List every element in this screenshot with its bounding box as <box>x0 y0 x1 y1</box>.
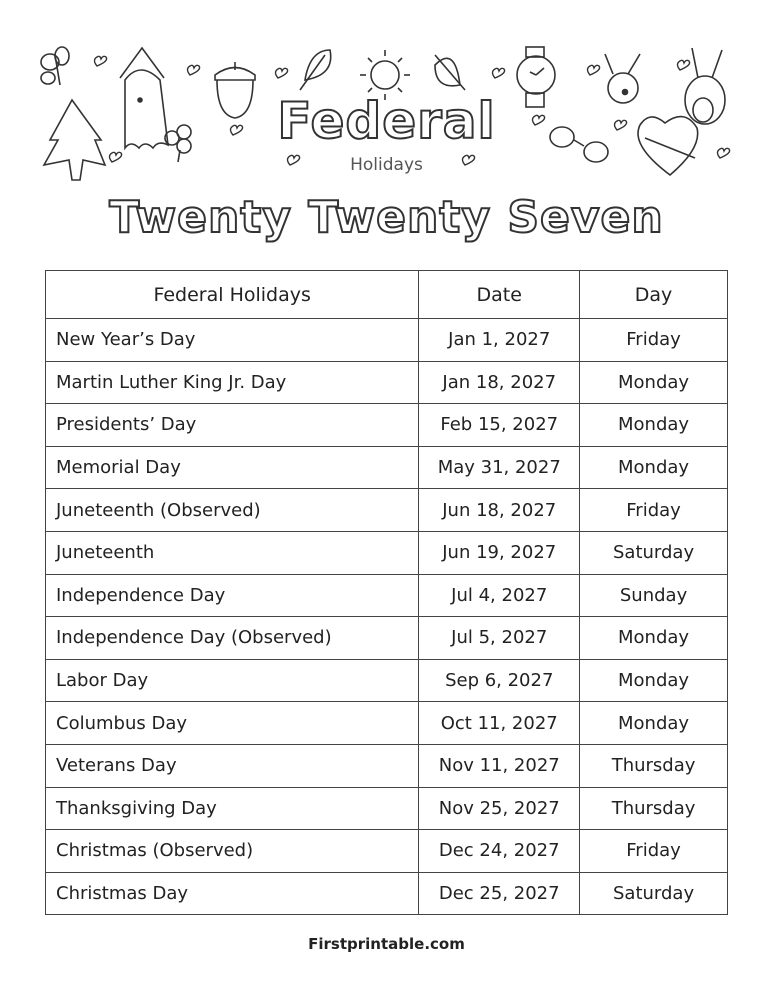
holiday-name: Presidents’ Day <box>46 404 419 447</box>
holiday-date: Dec 24, 2027 <box>419 830 580 873</box>
butterfly-icon <box>41 47 69 85</box>
column-header-day: Day <box>580 271 728 319</box>
holiday-name: Juneteenth <box>46 531 419 574</box>
holiday-day: Thursday <box>580 787 728 830</box>
table-row <box>46 830 728 873</box>
holiday-name: Veterans Day <box>46 744 419 787</box>
title-federal: Federal <box>277 92 496 150</box>
holiday-date: Dec 25, 2027 <box>419 872 580 915</box>
holiday-date: Jan 18, 2027 <box>419 361 580 404</box>
holiday-date: Jul 4, 2027 <box>419 574 580 617</box>
footer-site: Firstprintable.com <box>308 935 465 953</box>
table-row <box>46 872 728 915</box>
table-row <box>46 319 728 362</box>
table-row <box>46 446 728 489</box>
holiday-name: New Year’s Day <box>46 319 419 362</box>
holiday-name: Christmas (Observed) <box>46 830 419 873</box>
holiday-day: Thursday <box>580 744 728 787</box>
holiday-day: Monday <box>580 361 728 404</box>
table-row <box>46 617 728 660</box>
title-holidays: Holidays <box>350 155 423 175</box>
table-row <box>46 702 728 745</box>
holiday-name: Thanksgiving Day <box>46 787 419 830</box>
table-row <box>46 659 728 702</box>
holiday-date: Jun 19, 2027 <box>419 531 580 574</box>
table-row <box>46 744 728 787</box>
table-row <box>46 489 728 532</box>
holiday-day: Friday <box>580 319 728 362</box>
holiday-date: May 31, 2027 <box>419 446 580 489</box>
holiday-day: Monday <box>580 446 728 489</box>
holiday-day: Friday <box>580 830 728 873</box>
holiday-name: Independence Day <box>46 574 419 617</box>
holiday-date: Oct 11, 2027 <box>419 702 580 745</box>
holiday-name: Labor Day <box>46 659 419 702</box>
holiday-date: Jul 5, 2027 <box>419 617 580 660</box>
holiday-day: Monday <box>580 659 728 702</box>
table-header-row <box>46 271 728 319</box>
holiday-date: Nov 11, 2027 <box>419 744 580 787</box>
table-row <box>46 404 728 447</box>
title-year: Twenty Twenty Seven <box>109 192 664 243</box>
holiday-name: Martin Luther King Jr. Day <box>46 361 419 404</box>
holiday-name: Memorial Day <box>46 446 419 489</box>
holiday-name: Columbus Day <box>46 702 419 745</box>
leaf-icon <box>435 55 465 90</box>
holiday-date: Jan 1, 2027 <box>419 319 580 362</box>
holiday-day: Saturday <box>580 872 728 915</box>
holiday-name: Juneteenth (Observed) <box>46 489 419 532</box>
table-row <box>46 531 728 574</box>
holiday-date: Nov 25, 2027 <box>419 787 580 830</box>
holiday-day: Monday <box>580 404 728 447</box>
holiday-day: Monday <box>580 702 728 745</box>
holidays-table <box>45 270 728 915</box>
holiday-date: Sep 6, 2027 <box>419 659 580 702</box>
holiday-date: Jun 18, 2027 <box>419 489 580 532</box>
holiday-date: Feb 15, 2027 <box>419 404 580 447</box>
column-header-date: Date <box>419 271 580 319</box>
table-row <box>46 574 728 617</box>
holiday-day: Friday <box>580 489 728 532</box>
table-row <box>46 361 728 404</box>
holiday-day: Saturday <box>580 531 728 574</box>
holiday-day: Monday <box>580 617 728 660</box>
table-row <box>46 787 728 830</box>
holiday-name: Christmas Day <box>46 872 419 915</box>
holiday-name: Independence Day (Observed) <box>46 617 419 660</box>
column-header-holiday: Federal Holidays <box>46 271 419 319</box>
leaf-icon <box>300 50 331 90</box>
holiday-day: Sunday <box>580 574 728 617</box>
